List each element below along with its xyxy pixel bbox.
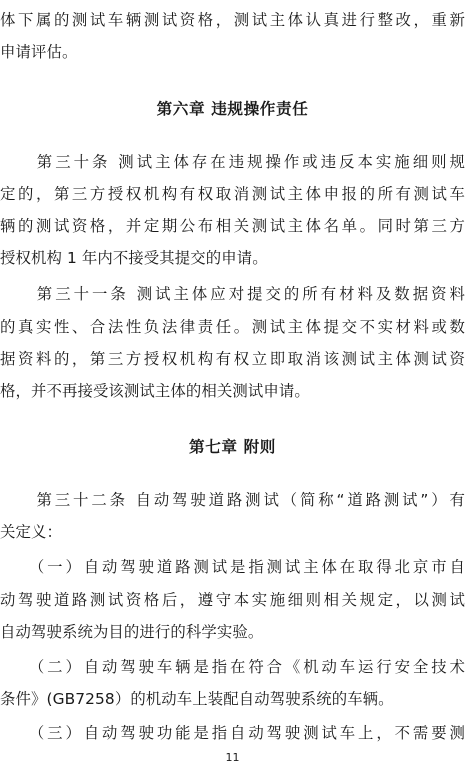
- article-32-line: 第三十二条 自动驾驶道路测试（简称“道路测试”）有: [0, 491, 465, 509]
- page-number: 11: [225, 751, 240, 764]
- article-30-line: 第三十条 测试主体存在违规操作或违反本实施细则规: [0, 153, 465, 171]
- article-30-line: 辆的测试资格，并定期公布相关测试主体名单。同时第三方: [0, 217, 465, 235]
- article-30-line: 定的，第三方授权机构有权取消测试主体申报的所有测试车: [0, 185, 465, 203]
- definition-item-1-line: 自动驾驶系统为目的进行的科学实验。: [0, 623, 264, 641]
- paragraph-line: 申请评估。: [0, 43, 78, 61]
- chapter-seven-heading: 第七章 附则: [189, 438, 276, 456]
- definition-item-2-line: （二）自动驾驶车辆是指在符合《机动车运行安全技术: [0, 658, 465, 676]
- article-31-line: 格，并不再接受该测试主体的相关测试申请。: [0, 382, 310, 400]
- paragraph-line: 体下属的测试车辆测试资格，测试主体认真进行整改，重新: [0, 11, 465, 29]
- definition-item-1-line: （一）自动驾驶道路测试是指测试主体在取得北京市自: [0, 558, 465, 576]
- article-31-line: 第三十一条 测试主体应对提交的所有材料及数据资料: [0, 285, 465, 303]
- definition-item-2-line: 条件》(GB7258）的机动车上装配自动驾驶系统的车辆。: [0, 690, 394, 708]
- chapter-six-heading: 第六章 违规操作责任: [156, 100, 309, 118]
- article-30-line: 授权机构 1 年内不接受其提交的申请。: [0, 249, 268, 267]
- article-32-line: 关定义：: [0, 523, 62, 541]
- definition-item-1-line: 动驾驶道路测试资格后，遵守本实施细则相关规定，以测试: [0, 591, 465, 609]
- article-31-line: 的真实性、合法性负法律责任。测试主体提交不实材料或数: [0, 318, 465, 336]
- article-31-line: 据资料的，第三方授权机构有权立即取消该测试主体测试资: [0, 350, 465, 368]
- definition-item-3-line: （三）自动驾驶功能是指自动驾驶测试车上，不需要测: [0, 724, 465, 742]
